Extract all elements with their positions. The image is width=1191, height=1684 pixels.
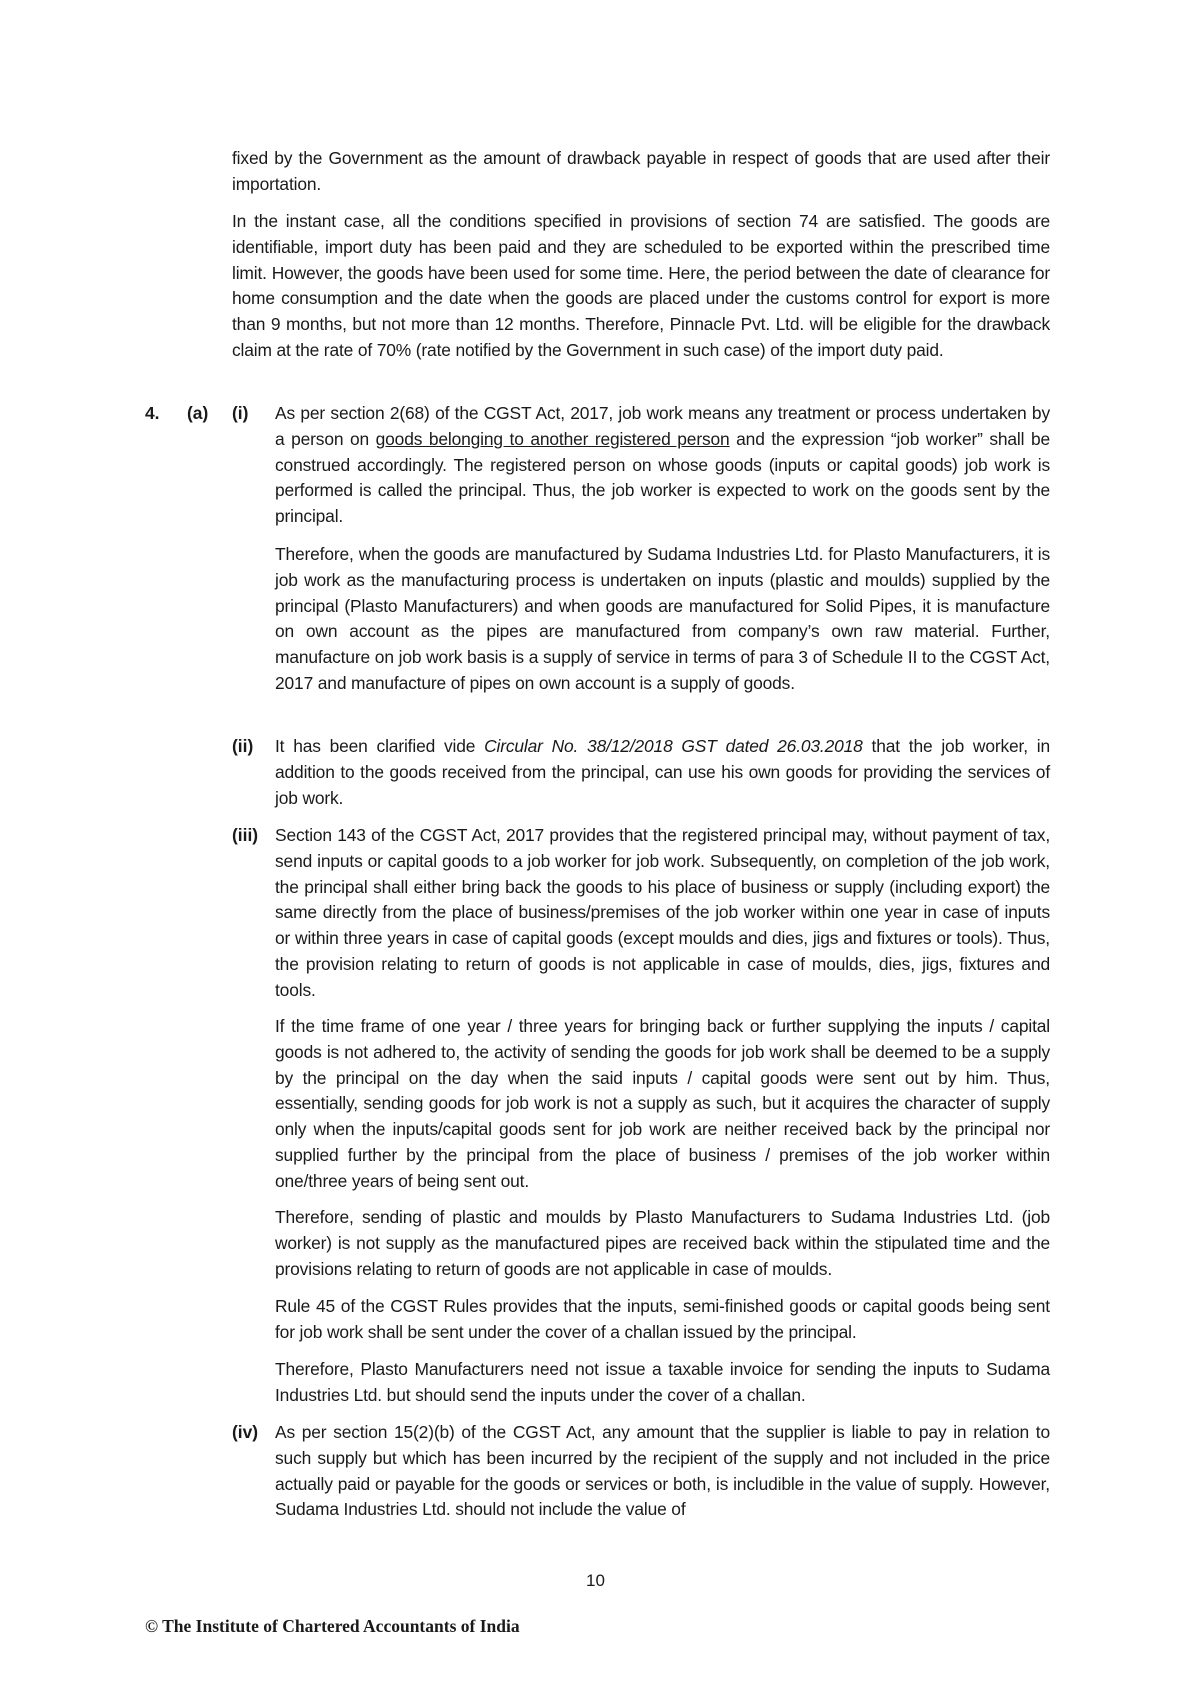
intro-paragraph-2: In the instant case, all the conditions specified in provisions of section 74 are satisfied. The goods are identifiable, import duty has been paid and they are scheduled to be exported within the prescribed time limit. However, the goods have been used for some time. Here, the period between the date of clearance for home consumption and the date when the goods are placed under the customs control for export is more than 9 months, but not more than 12 months. Therefore, Pinnacle Pvt. Ltd. will be eligible for the drawback claim at the rate of 70% (rate notified by the Government in such case) of the import duty paid. [232, 211, 1050, 360]
subpart-i-text-before: As per section 2(68) of the CGST Act, 2017, job work means any treatment or process undertaken by a person on [275, 403, 1050, 449]
subpart-ii-text-after: that the job worker, in addition to the goods received from the principal, can use his own goods for providing the services of job work. [275, 736, 1050, 808]
subpart-label-ii: (ii) [232, 736, 254, 756]
question-number: 4. [145, 403, 160, 423]
subpart-iv-paragraph-1: As per section 15(2)(b) of the CGST Act, any amount that the supplier is liable to pay in relation to such supply but which has been incurred by the recipient of the supply and not included in the price actually paid or payable for the goods or services or both, is includible in the value of supply. However, Sudama Industries Ltd. should not include the value of [275, 1422, 1050, 1520]
subpart-ii-paragraph-1 [275, 734, 1050, 811]
subpart-iii-paragraph-1: Section 143 of the CGST Act, 2017 provides that the registered principal may, without payment of tax, send inputs or capital goods to a job worker for job work. Subsequently, on completion of the job work, the principal shall either bring back the goods to his place of business or supply (including export) the same directly from the place of business/premises of the job worker within one year in case of inputs or within three years in case of capital goods (except moulds and dies, jigs and fixtures or tools). Thus, the provision relating to return of goods is not applicable in case of moulds, dies, jigs, fixtures and tools. [275, 825, 1050, 1000]
question-part-label: (a) [187, 403, 209, 423]
footer-copyright: © The Institute of Chartered Accountants of India [145, 1616, 520, 1636]
subpart-i-paragraph-1 [275, 401, 1050, 530]
subpart-ii-text-before: It has been clarified vide [275, 736, 485, 756]
subpart-i-text-after: and the expression “job worker” shall be construed accordingly. The registered person on whose goods (inputs or capital goods) job work is performed is called the principal. Thus, the job worker is expected to work on the goods sent by the principal. [275, 428, 1050, 527]
subpart-label-iv: (iv) [232, 1422, 259, 1442]
intro-paragraph-1: fixed by the Government as the amount of drawback payable in respect of goods that are used after their importation. [232, 148, 1050, 194]
subpart-iii-paragraph-4: Rule 45 of the CGST Rules provides that the inputs, semi-finished goods or capital goods being sent for job work shall be sent under the cover of a challan issued by the principal. [275, 1296, 1050, 1342]
subpart-ii-circular-reference: Circular No. 38/12/2018 GST dated 26.03.2018 [484, 736, 863, 756]
subpart-iii-paragraph-3: Therefore, sending of plastic and moulds by Plasto Manufacturers to Sudama Industries Ltd. (job worker) is not supply as the manufactured pipes are received back within the stipulated time and the provisions relating to return of goods are not applicable in case of moulds. [275, 1207, 1050, 1279]
page-number: 10 [586, 1571, 605, 1590]
subpart-iii-paragraph-5: Therefore, Plasto Manufacturers need not issue a taxable invoice for sending the inputs to Sudama Industries Ltd. but should send the inputs under the cover of a challan. [275, 1359, 1050, 1405]
subpart-i-paragraph-2: Therefore, when the goods are manufactured by Sudama Industries Ltd. for Plasto Manufacturers, it is job work as the manufacturing process is undertaken on inputs (plastic and moulds) supplied by the principal (Plasto Manufacturers) and when goods are manufactured for Solid Pipes, it is manufacture on own account as the pipes are manufactured from company’s own raw material. Further, manufacture on job work basis is a supply of service in terms of para 3 of Schedule II to the CGST Act, 2017 and manufacture of pipes on own account is a supply of goods. [275, 544, 1050, 693]
subpart-label-i: (i) [232, 403, 249, 423]
subpart-label-iii: (iii) [232, 825, 259, 845]
subpart-i-underlined-text: goods belonging to another registered person [375, 428, 730, 449]
subpart-iii-paragraph-2: If the time frame of one year / three years for bringing back or further supplying the inputs / capital goods is not adhered to, the activity of sending the goods for job work shall be deemed to be a supply by the principal on the day when the said inputs / capital goods were sent out by him. Thus, essentially, sending goods for job work is not a supply as such, but it acquires the character of supply only when the inputs/capital goods sent for job work are neither received back by the principal nor supplied further by the principal from the place of business / premises of the job worker within one/three years of being sent out. [275, 1016, 1050, 1191]
